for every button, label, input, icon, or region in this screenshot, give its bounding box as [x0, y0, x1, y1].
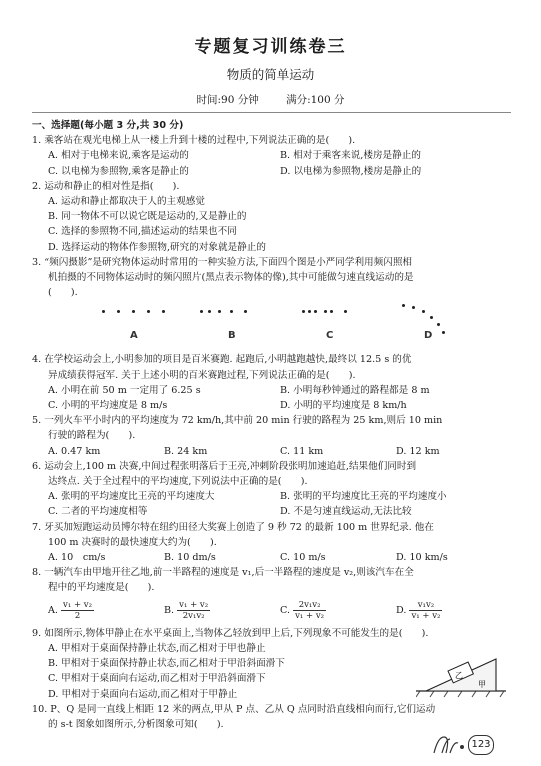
question-7-options — [32, 550, 512, 565]
question-1-option-c[interactable]: C. 以电梯为参照物,乘客是静止的 — [48, 165, 189, 177]
question-5-options — [32, 444, 512, 459]
question-1-option-d[interactable]: D. 以电梯为参照物,楼房是静止的 — [280, 165, 422, 177]
question-9-option-c[interactable]: C. 甲相对于桌面向右运动,而乙相对于甲沿斜面滑下 — [48, 673, 266, 685]
option-label: B. — [164, 605, 175, 617]
question-4-stem-line1: 4. 在学校运动会上,小明参加的项目是百米赛跑. 起跑后,小明越跑越快,最终以 12.5 s 的优 — [32, 354, 412, 366]
question-8-option-c[interactable] — [280, 600, 396, 621]
question-7-stem-line2: 100 m 决赛时的最快速度大约为( ). — [48, 536, 217, 548]
strobe-c-dot — [324, 310, 327, 313]
question-4-options-row2 — [32, 398, 512, 413]
numerator: v₁ + v₂ — [63, 600, 92, 611]
option-label: D. — [396, 605, 407, 617]
question-3-stem-line1: 3. “频闪摄影”是研究物体运动时常用的一种实验方法,下面四个图是小严同学利用频闪照相 — [32, 256, 413, 268]
question-2-option-a[interactable]: A. 运动和静止都取决于人的主观感觉 — [48, 196, 205, 208]
strobe-c-dot — [330, 310, 333, 313]
fraction — [61, 600, 94, 621]
strobe-c-dot — [302, 310, 305, 313]
fraction — [177, 600, 210, 621]
question-6-option-c[interactable]: C. 二者的平均速度相等 — [48, 506, 148, 518]
strobe-label-a: A — [130, 330, 138, 342]
strobe-c-dot — [344, 310, 347, 313]
strobe-b-dot — [200, 310, 203, 313]
question-9-stem: 9. 如图所示,物体甲静止在水平桌面上,当物体乙轻放到甲上后,下列现象不可能发生的是( ). — [32, 627, 429, 639]
question-7-stem-line1: 7. 牙买加短跑运动员博尔特在纽约田径大奖赛上创造了 9 秒 72 的最新 100 m 世界纪录. 他在 — [32, 521, 434, 533]
exam-meta — [0, 92, 541, 107]
question-7-option-c[interactable]: C. 10 m/s — [280, 552, 326, 564]
strobe-b-dot — [244, 310, 247, 313]
page-title: 专题复习训练卷三 — [194, 37, 347, 57]
question-10-stem-line2: 的 s-t 图象如图所示,分析图象可知( ). — [48, 718, 224, 730]
strobe-a-dot — [147, 310, 150, 313]
denominator: 2 — [74, 611, 81, 622]
question-4-option-d[interactable]: D. 小明的平均速度是 8 km/h — [280, 400, 407, 412]
question-5-stem-line1: 5. 一列火车平小时内的平均速度为 72 km/h,其中前 20 min 行驶的路程为 25 km,则后 10 min — [32, 415, 443, 427]
numerator: v₁v₂ — [409, 600, 442, 611]
question-9-option-a[interactable]: A. 甲相对于桌面保持静止状态,而乙相对于甲也静止 — [48, 642, 266, 654]
page-subtitle: 物质的简单运动 — [226, 67, 315, 82]
strobe-photos-figure — [32, 300, 512, 352]
question-10-stem-line1: 10. P、Q 是同一直线上相距 12 米的两点,甲从 P 点、乙从 Q 点同时沿直线相向而行,它们运动 — [32, 703, 436, 715]
question-5-option-d[interactable]: D. 12 km — [396, 445, 440, 457]
question-1-option-b[interactable]: B. 相对于乘客来说,楼房是静止的 — [280, 150, 421, 162]
question-5-option-a[interactable]: A. 0.47 km — [48, 445, 101, 457]
question-8-stem-line1: 8. 一辆汽车由甲地开往乙地,前一半路程的速度是 v₁,后一半路程的速度是 v₂,则该汽车在全 — [32, 567, 414, 579]
strobe-label-d: D — [424, 330, 433, 342]
question-8-options — [32, 596, 512, 626]
question-6-options-row1 — [32, 489, 512, 504]
strobe-d-dot — [422, 310, 425, 313]
question-7-option-d[interactable]: D. 10 km/s — [396, 552, 448, 564]
question-4-option-c[interactable]: C. 小明的平均速度是 8 m/s — [48, 400, 168, 412]
strobe-d-dot — [402, 304, 405, 307]
question-1-options-row1 — [32, 148, 512, 163]
question-1-options-row2 — [32, 164, 512, 179]
question-9-block — [32, 641, 512, 702]
strobe-d-dot — [430, 316, 433, 319]
strobe-b-dot — [208, 310, 211, 313]
option-label: C. — [280, 605, 291, 617]
fraction — [409, 600, 442, 621]
option-label: A. — [48, 605, 58, 617]
question-6-options-row2 — [32, 504, 512, 519]
question-list — [32, 118, 512, 732]
denominator: v₁ + v₂ — [411, 611, 441, 622]
question-6-option-d[interactable]: D. 不是匀速直线运动,无法比较 — [280, 506, 412, 518]
question-1-option-a[interactable]: A. 相对于电梯来说,乘客是运动的 — [48, 150, 189, 162]
question-7-option-b[interactable]: B. 10 dm/s — [164, 552, 216, 564]
question-8-stem-line2: 程中的平均速度是( ). — [48, 582, 155, 594]
strobe-a-dot — [132, 310, 135, 313]
full-score: 满分:100 分 — [286, 94, 345, 106]
question-5-option-c[interactable]: C. 11 km — [280, 445, 324, 457]
strobe-b-dot — [230, 310, 233, 313]
question-6-option-b[interactable]: B. 张明的平均速度比王亮的平均速度小 — [280, 491, 447, 503]
question-5-option-b[interactable]: B. 24 km — [164, 445, 208, 457]
strobe-d-dot — [442, 331, 445, 334]
question-3-stem-line3: ( ). — [48, 287, 78, 299]
question-2-option-b[interactable]: B. 同一物体不可以说它既是运动的,又是静止的 — [48, 211, 247, 223]
strobe-a-dot — [102, 310, 105, 313]
strobe-d-dot — [437, 323, 440, 326]
strobe-label-c: C — [326, 330, 334, 342]
strobe-c-dot — [308, 310, 311, 313]
question-4-options-row1 — [32, 383, 512, 398]
strobe-d-dot — [412, 306, 415, 309]
denominator: v₁ + v₂ — [295, 611, 325, 622]
fraction — [293, 600, 326, 621]
section-heading: 一、选择题(每小题 3 分,共 30 分) — [32, 120, 184, 131]
question-6-stem-line1: 6. 运动会上,100 m 决赛,中间过程张明落后于王亮,冲刺阶段张明加速追赶,结果他们同时到 — [32, 460, 417, 472]
block-yi-label: 乙 — [455, 670, 463, 680]
question-6-stem-line2: 达终点. 关于全过程中的平均速度,下列说法中正确的是( ). — [48, 476, 308, 488]
question-9-option-b[interactable]: B. 甲相对于桌面保持静止状态,而乙相对于甲沿斜面滑下 — [48, 658, 285, 670]
strobe-label-b: B — [228, 330, 236, 342]
incline-figure — [416, 641, 506, 699]
question-4-option-a[interactable]: A. 小明在前 50 m 一定用了 6.25 s — [48, 384, 201, 396]
question-8-option-d[interactable] — [396, 600, 512, 621]
question-3-stem-line2: 机拍摄的不同物体运动时的频闪照片(黑点表示物体的像),其中可能做匀速直线运动的是 — [48, 272, 414, 284]
question-1-stem: 1. 乘客站在观光电梯上从一楼上升到十楼的过程中,下列说法正确的是( ). — [32, 135, 356, 147]
strobe-a-dot — [162, 310, 165, 313]
question-8-option-a[interactable] — [48, 600, 164, 621]
question-2-option-d[interactable]: D. 选择运动的物体作参照物,研究的对象就是静止的 — [48, 241, 266, 253]
question-8-option-b[interactable] — [164, 600, 280, 621]
numerator: 2v₁v₂ — [293, 600, 326, 611]
numerator: v₁ + v₂ — [179, 600, 209, 611]
strobe-a-dot — [117, 310, 120, 313]
denominator: 2v₁v₂ — [182, 611, 205, 622]
time-limit: 时间:90 分钟 — [196, 94, 259, 106]
question-4-stem-line2: 异成绩获得冠军. 关于上述小明的百米赛跑过程,下列说法正确的是( ). — [48, 369, 356, 381]
divider — [32, 112, 511, 113]
question-7-option-a[interactable]: A. 10 cm/s — [48, 552, 106, 564]
strobe-c-dot — [314, 310, 317, 313]
block-jia-label: 甲 — [478, 679, 486, 689]
question-2-option-c[interactable]: C. 选择的参照物不同,描述运动的结果也不同 — [48, 226, 237, 238]
question-2-stem: 2. 运动和静止的相对性是指( ). — [32, 180, 180, 192]
question-5-stem-line2: 行驶的路程为( ). — [48, 430, 136, 442]
question-6-option-a[interactable]: A. 张明的平均速度比王亮的平均速度大 — [48, 491, 215, 503]
question-4-option-b[interactable]: B. 小明每秒钟通过的路程都是 8 m — [280, 384, 430, 396]
page-number: 123 — [468, 735, 494, 755]
question-9-option-d[interactable]: D. 甲相对于桌面向右运动,而乙相对于甲静止 — [48, 688, 238, 700]
decorative-stripes-icon — [432, 733, 466, 757]
strobe-b-dot — [218, 310, 221, 313]
